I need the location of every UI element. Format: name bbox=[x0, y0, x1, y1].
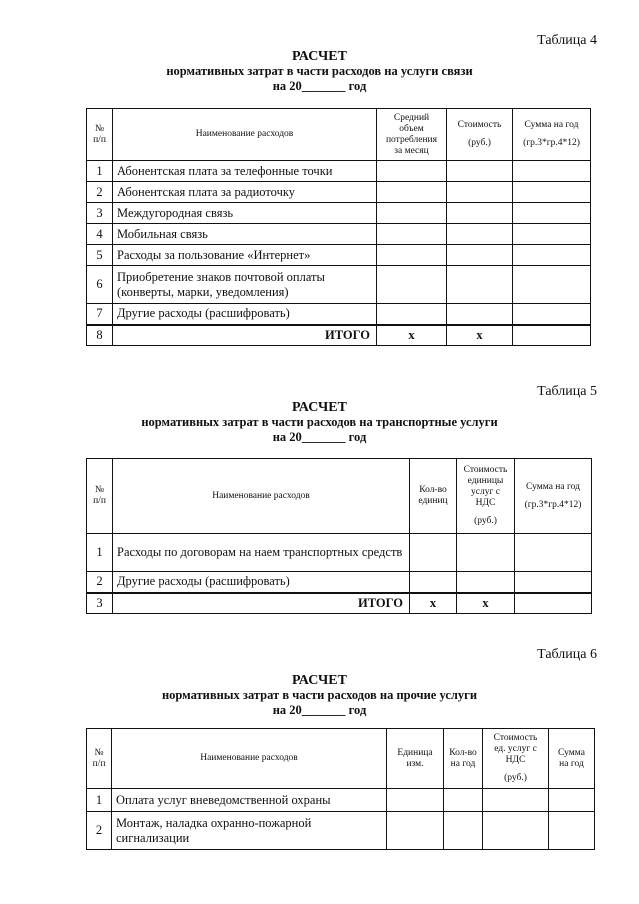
cell bbox=[513, 266, 591, 304]
table-4-header-row bbox=[87, 109, 591, 161]
table-4-title-line1: РАСЧЕТ bbox=[292, 49, 347, 64]
header-num: № п/п bbox=[87, 729, 112, 789]
header-cost bbox=[447, 109, 513, 161]
header-year-sum bbox=[515, 459, 592, 534]
row-name: Приобретение знаков почтовой оплаты (конверты, марки, уведомления) bbox=[113, 266, 377, 304]
cell bbox=[410, 572, 457, 593]
table-row bbox=[87, 161, 591, 182]
cell bbox=[513, 325, 591, 346]
header-quantity: Кол-во единиц bbox=[410, 459, 457, 534]
header-num: № п/п bbox=[87, 109, 113, 161]
row-name: Монтаж, наладка охранно-пожарной сигнализации bbox=[112, 812, 387, 850]
table-row bbox=[87, 812, 595, 850]
cell bbox=[513, 245, 591, 266]
total-x-mark: x bbox=[410, 593, 457, 614]
table-4-title-line2: нормативных затрат в части расходов на услуги связи bbox=[166, 64, 473, 78]
row-name: Мобильная связь bbox=[113, 224, 377, 245]
total-row bbox=[87, 593, 592, 614]
cell bbox=[447, 266, 513, 304]
cell bbox=[483, 789, 549, 812]
total-x-mark: x bbox=[377, 325, 447, 346]
table-4-title-line3: на 20_______ год bbox=[272, 79, 367, 93]
header-unit-cost-unit: (руб.) bbox=[474, 516, 497, 526]
table-4-label: Таблица 4 bbox=[537, 33, 597, 48]
header-unit-cost-label: Стоимость единицы услуг с НДС bbox=[463, 465, 508, 508]
header-quantity: Кол-во на год bbox=[444, 729, 483, 789]
row-num: 3 bbox=[87, 203, 113, 224]
table-row bbox=[87, 245, 591, 266]
total-x-mark: x bbox=[447, 325, 513, 346]
cell bbox=[387, 812, 444, 850]
row-name: Абонентская плата за телефонные точки bbox=[113, 161, 377, 182]
row-num: 1 bbox=[87, 161, 113, 182]
cell bbox=[447, 245, 513, 266]
row-name: Другие расходы (расшифровать) bbox=[113, 304, 377, 325]
table-6-title-line1: РАСЧЕТ bbox=[292, 673, 347, 688]
row-num: 2 bbox=[87, 182, 113, 203]
row-num: 2 bbox=[87, 812, 112, 850]
table-row bbox=[87, 266, 591, 304]
table-row bbox=[87, 534, 592, 572]
cell bbox=[377, 304, 447, 325]
cell bbox=[447, 224, 513, 245]
row-name: Оплата услуг вневедомственной охраны bbox=[112, 789, 387, 812]
cell bbox=[457, 534, 515, 572]
table-6 bbox=[86, 728, 595, 850]
header-year-sum-formula: (гр.3*гр.4*12) bbox=[524, 499, 582, 510]
cell bbox=[513, 224, 591, 245]
table-5 bbox=[86, 458, 592, 614]
row-num: 1 bbox=[87, 789, 112, 812]
cell bbox=[444, 789, 483, 812]
row-num: 3 bbox=[87, 593, 113, 614]
header-year-sum-label: Сумма на год bbox=[526, 481, 580, 492]
header-volume: Средний объем потребления за месяц bbox=[377, 109, 447, 161]
header-unit-cost bbox=[483, 729, 549, 789]
table-5-title-line2: нормативных затрат в части расходов на транспортные услуги bbox=[141, 415, 498, 429]
header-year-sum: Сумма на год bbox=[549, 729, 595, 789]
cell bbox=[410, 534, 457, 572]
cell bbox=[377, 182, 447, 203]
header-unit: Единица изм. bbox=[387, 729, 444, 789]
row-num: 2 bbox=[87, 572, 113, 593]
cell bbox=[377, 161, 447, 182]
header-unit-cost-label: Стоимость ед. услуг с НДС bbox=[493, 733, 538, 765]
row-name: Расходы по договорам на наем транспортных средств bbox=[113, 534, 410, 572]
cell bbox=[377, 245, 447, 266]
table-row bbox=[87, 182, 591, 203]
table-5-label: Таблица 5 bbox=[537, 384, 597, 399]
total-label: ИТОГО bbox=[113, 593, 410, 614]
cell bbox=[549, 812, 595, 850]
cell bbox=[515, 593, 592, 614]
cell bbox=[377, 203, 447, 224]
cell bbox=[387, 789, 444, 812]
table-6-header-row bbox=[87, 729, 595, 789]
cell bbox=[513, 161, 591, 182]
cell bbox=[513, 203, 591, 224]
header-cost-label: Стоимость bbox=[457, 120, 502, 130]
header-name: Наименование расходов bbox=[113, 109, 377, 161]
table-row bbox=[87, 572, 592, 593]
header-name: Наименование расходов bbox=[113, 459, 410, 534]
cell bbox=[457, 572, 515, 593]
cell bbox=[447, 182, 513, 203]
table-5-header-row bbox=[87, 459, 592, 534]
header-num: № п/п bbox=[87, 459, 113, 534]
cell bbox=[549, 789, 595, 812]
header-name: Наименование расходов bbox=[112, 729, 387, 789]
row-name: Абонентская плата за радиоточку bbox=[113, 182, 377, 203]
table-6-label: Таблица 6 bbox=[537, 647, 597, 662]
cell bbox=[515, 572, 592, 593]
cell bbox=[377, 224, 447, 245]
table-row bbox=[87, 789, 595, 812]
table-row bbox=[87, 203, 591, 224]
cell bbox=[447, 203, 513, 224]
row-name: Междугородная связь bbox=[113, 203, 377, 224]
total-row bbox=[87, 325, 591, 346]
cell bbox=[447, 161, 513, 182]
row-num: 4 bbox=[87, 224, 113, 245]
table-row bbox=[87, 224, 591, 245]
row-name: Другие расходы (расшифровать) bbox=[113, 572, 410, 593]
cell bbox=[513, 304, 591, 325]
total-label: ИТОГО bbox=[113, 325, 377, 346]
total-x-mark: x bbox=[457, 593, 515, 614]
header-year-sum bbox=[513, 109, 591, 161]
cell bbox=[483, 812, 549, 850]
row-num: 8 bbox=[87, 325, 113, 346]
cell bbox=[444, 812, 483, 850]
header-year-sum-formula: (гр.3*гр.4*12) bbox=[523, 138, 580, 148]
table-6-title-line2: нормативных затрат в части расходов на прочие услуги bbox=[161, 688, 478, 702]
header-year-sum-label: Сумма на год bbox=[524, 120, 579, 130]
table-6-title bbox=[0, 673, 639, 718]
row-num: 5 bbox=[87, 245, 113, 266]
table-5-title-line1: РАСЧЕТ bbox=[292, 400, 347, 415]
header-unit-cost-unit: (руб.) bbox=[504, 773, 527, 783]
row-num: 6 bbox=[87, 266, 113, 304]
cell bbox=[513, 182, 591, 203]
cell bbox=[377, 266, 447, 304]
table-5-title-line3: на 20_______ год bbox=[272, 430, 367, 444]
table-4-title bbox=[0, 49, 639, 94]
table-4 bbox=[86, 108, 591, 346]
table-5-title bbox=[0, 400, 639, 445]
cell bbox=[515, 534, 592, 572]
row-num: 7 bbox=[87, 304, 113, 325]
header-unit-cost bbox=[457, 459, 515, 534]
table-row bbox=[87, 304, 591, 325]
row-num: 1 bbox=[87, 534, 113, 572]
row-name: Расходы за пользование «Интернет» bbox=[113, 245, 377, 266]
header-cost-unit: (руб.) bbox=[468, 138, 491, 148]
table-6-title-line3: на 20_______ год bbox=[272, 703, 367, 717]
cell bbox=[447, 304, 513, 325]
